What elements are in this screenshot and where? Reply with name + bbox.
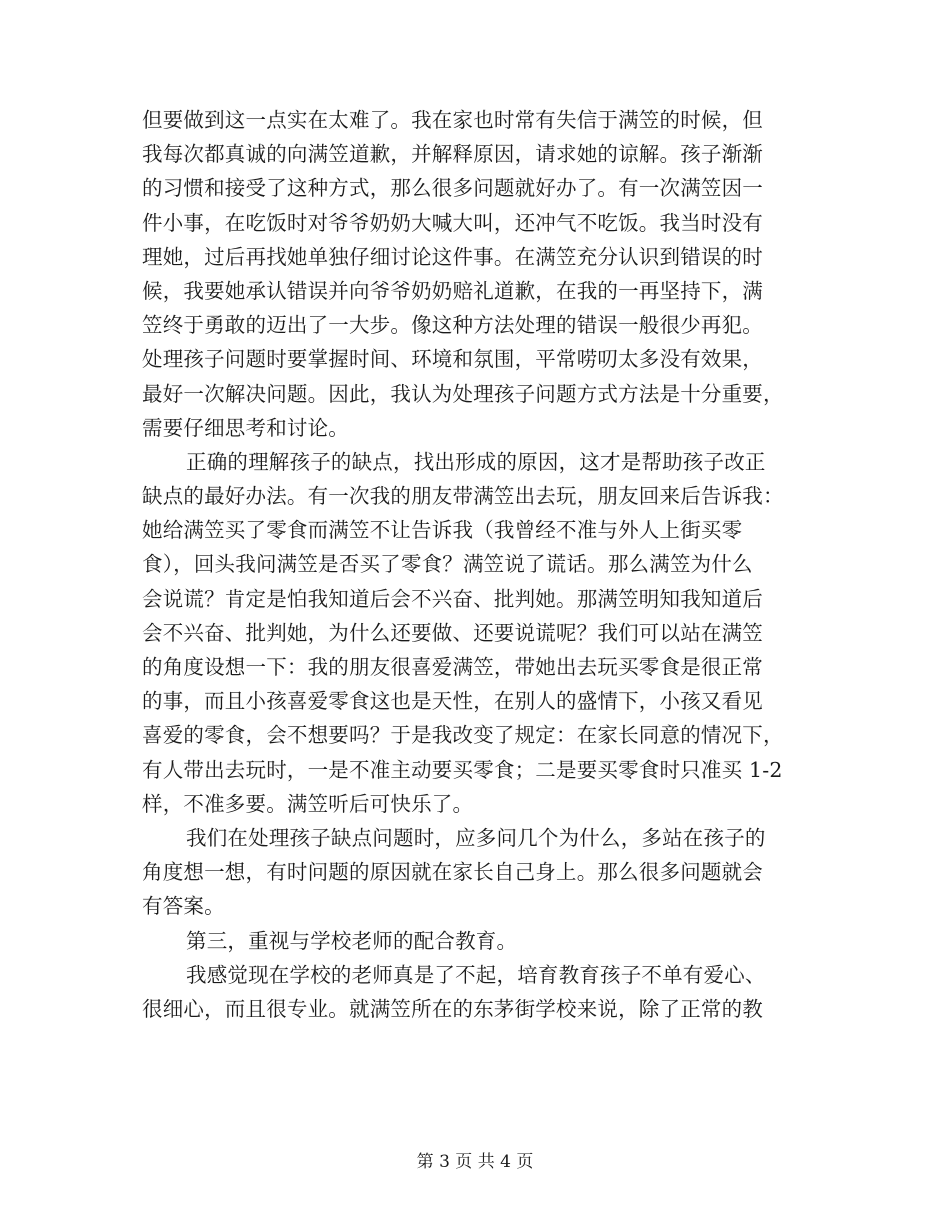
text-line: 处理孩子问题时要掌握时间、环境和氛围，平常唠叨太多没有效果， bbox=[142, 347, 763, 372]
text-line: 会说谎？肯定是怕我知道后会不兴奋、批判她。那满笠明知我知道后 bbox=[142, 586, 763, 611]
paragraph-start-line: 我感觉现在学校的老师真是了不起，培育教育孩子不单有爱心、 bbox=[186, 962, 766, 987]
text-line: 但要做到这一点实在太难了。我在家也时常有失信于满笠的时候，但 bbox=[142, 108, 763, 132]
text-line: 有人带出去玩时，一是不准主动要买零食；二是要买零食时只准买 1-2 bbox=[142, 757, 783, 782]
text-line: 的习惯和接受了这种方式，那么很多问题就好办了。有一次满笠因一 bbox=[142, 176, 763, 201]
text-line: 缺点的最好办法。有一次我的朋友带满笠出去玩，朋友回来后告诉我： bbox=[142, 484, 784, 509]
text-line: 的角度设想一下：我的朋友很喜爱满笠，带她出去玩买零食是很正常 bbox=[142, 655, 763, 679]
text-line: 需要仔细思考和讨论。 bbox=[142, 415, 349, 440]
text-line: 笠终于勇敢的迈出了一大步。像这种方法处理的错误一般很少再犯。 bbox=[142, 313, 763, 338]
text-line: 理她，过后再找她单独仔细讨论这件事。在满笠充分认识到错误的时 bbox=[142, 244, 763, 269]
text-line: 有答案。 bbox=[142, 894, 225, 919]
text-line: 件小事，在吃饭时对爷爷奶奶大喊大叫，还冲气不吃饭。我当时没有 bbox=[142, 210, 763, 235]
section-heading: 第三，重视与学校老师的配合教育。 bbox=[186, 928, 518, 953]
text-line: 我每次都真诚的向满笠道歉，并解释原因，请求她的谅解。孩子渐渐 bbox=[142, 142, 763, 167]
text-line: 食），回头我问满笠是否买了零食？满笠说了谎话。那么满笠为什么 bbox=[142, 552, 753, 577]
text-line: 很细心，而且很专业。就满笠所在的东茅街学校来说，除了正常的教 bbox=[142, 996, 763, 1021]
body-text bbox=[142, 103, 808, 1026]
text-line: 样，不准多要。满笠听后可快乐了。 bbox=[142, 791, 474, 816]
paragraph-start-line: 正确的理解孩子的缺点，找出形成的原因，这才是帮助孩子改正 bbox=[186, 449, 766, 474]
text-line: 她给满笠买了零食而满笠不让告诉我（我曾经不准与外人上街买零 bbox=[142, 518, 743, 543]
text-line: 喜爱的零食，会不想要吗？于是我改变了规定：在家长同意的情况下， bbox=[142, 723, 784, 748]
text-line: 最好一次解决问题。因此，我认为处理孩子问题方式方法是十分重要， bbox=[142, 381, 784, 406]
text-line: 候，我要她承认错误并向爷爷奶奶赔礼道歉，在我的一再坚持下，满 bbox=[142, 278, 763, 303]
paragraph-start-line: 我们在处理孩子缺点问题时，应多问几个为什么，多站在孩子的 bbox=[186, 825, 766, 850]
text-line: 的事，而且小孩喜爱零食这也是天性，在别人的盛情下，小孩又看见 bbox=[142, 689, 763, 714]
text-line: 会不兴奋、批判她，为什么还要做、还要说谎呢？我们可以站在满笠 bbox=[142, 620, 763, 645]
page-number-footer: 第 3 页 共 4 页 bbox=[416, 1152, 534, 1172]
text-line: 角度想一想，有时问题的原因就在家长自己身上。那么很多问题就会 bbox=[142, 860, 763, 885]
